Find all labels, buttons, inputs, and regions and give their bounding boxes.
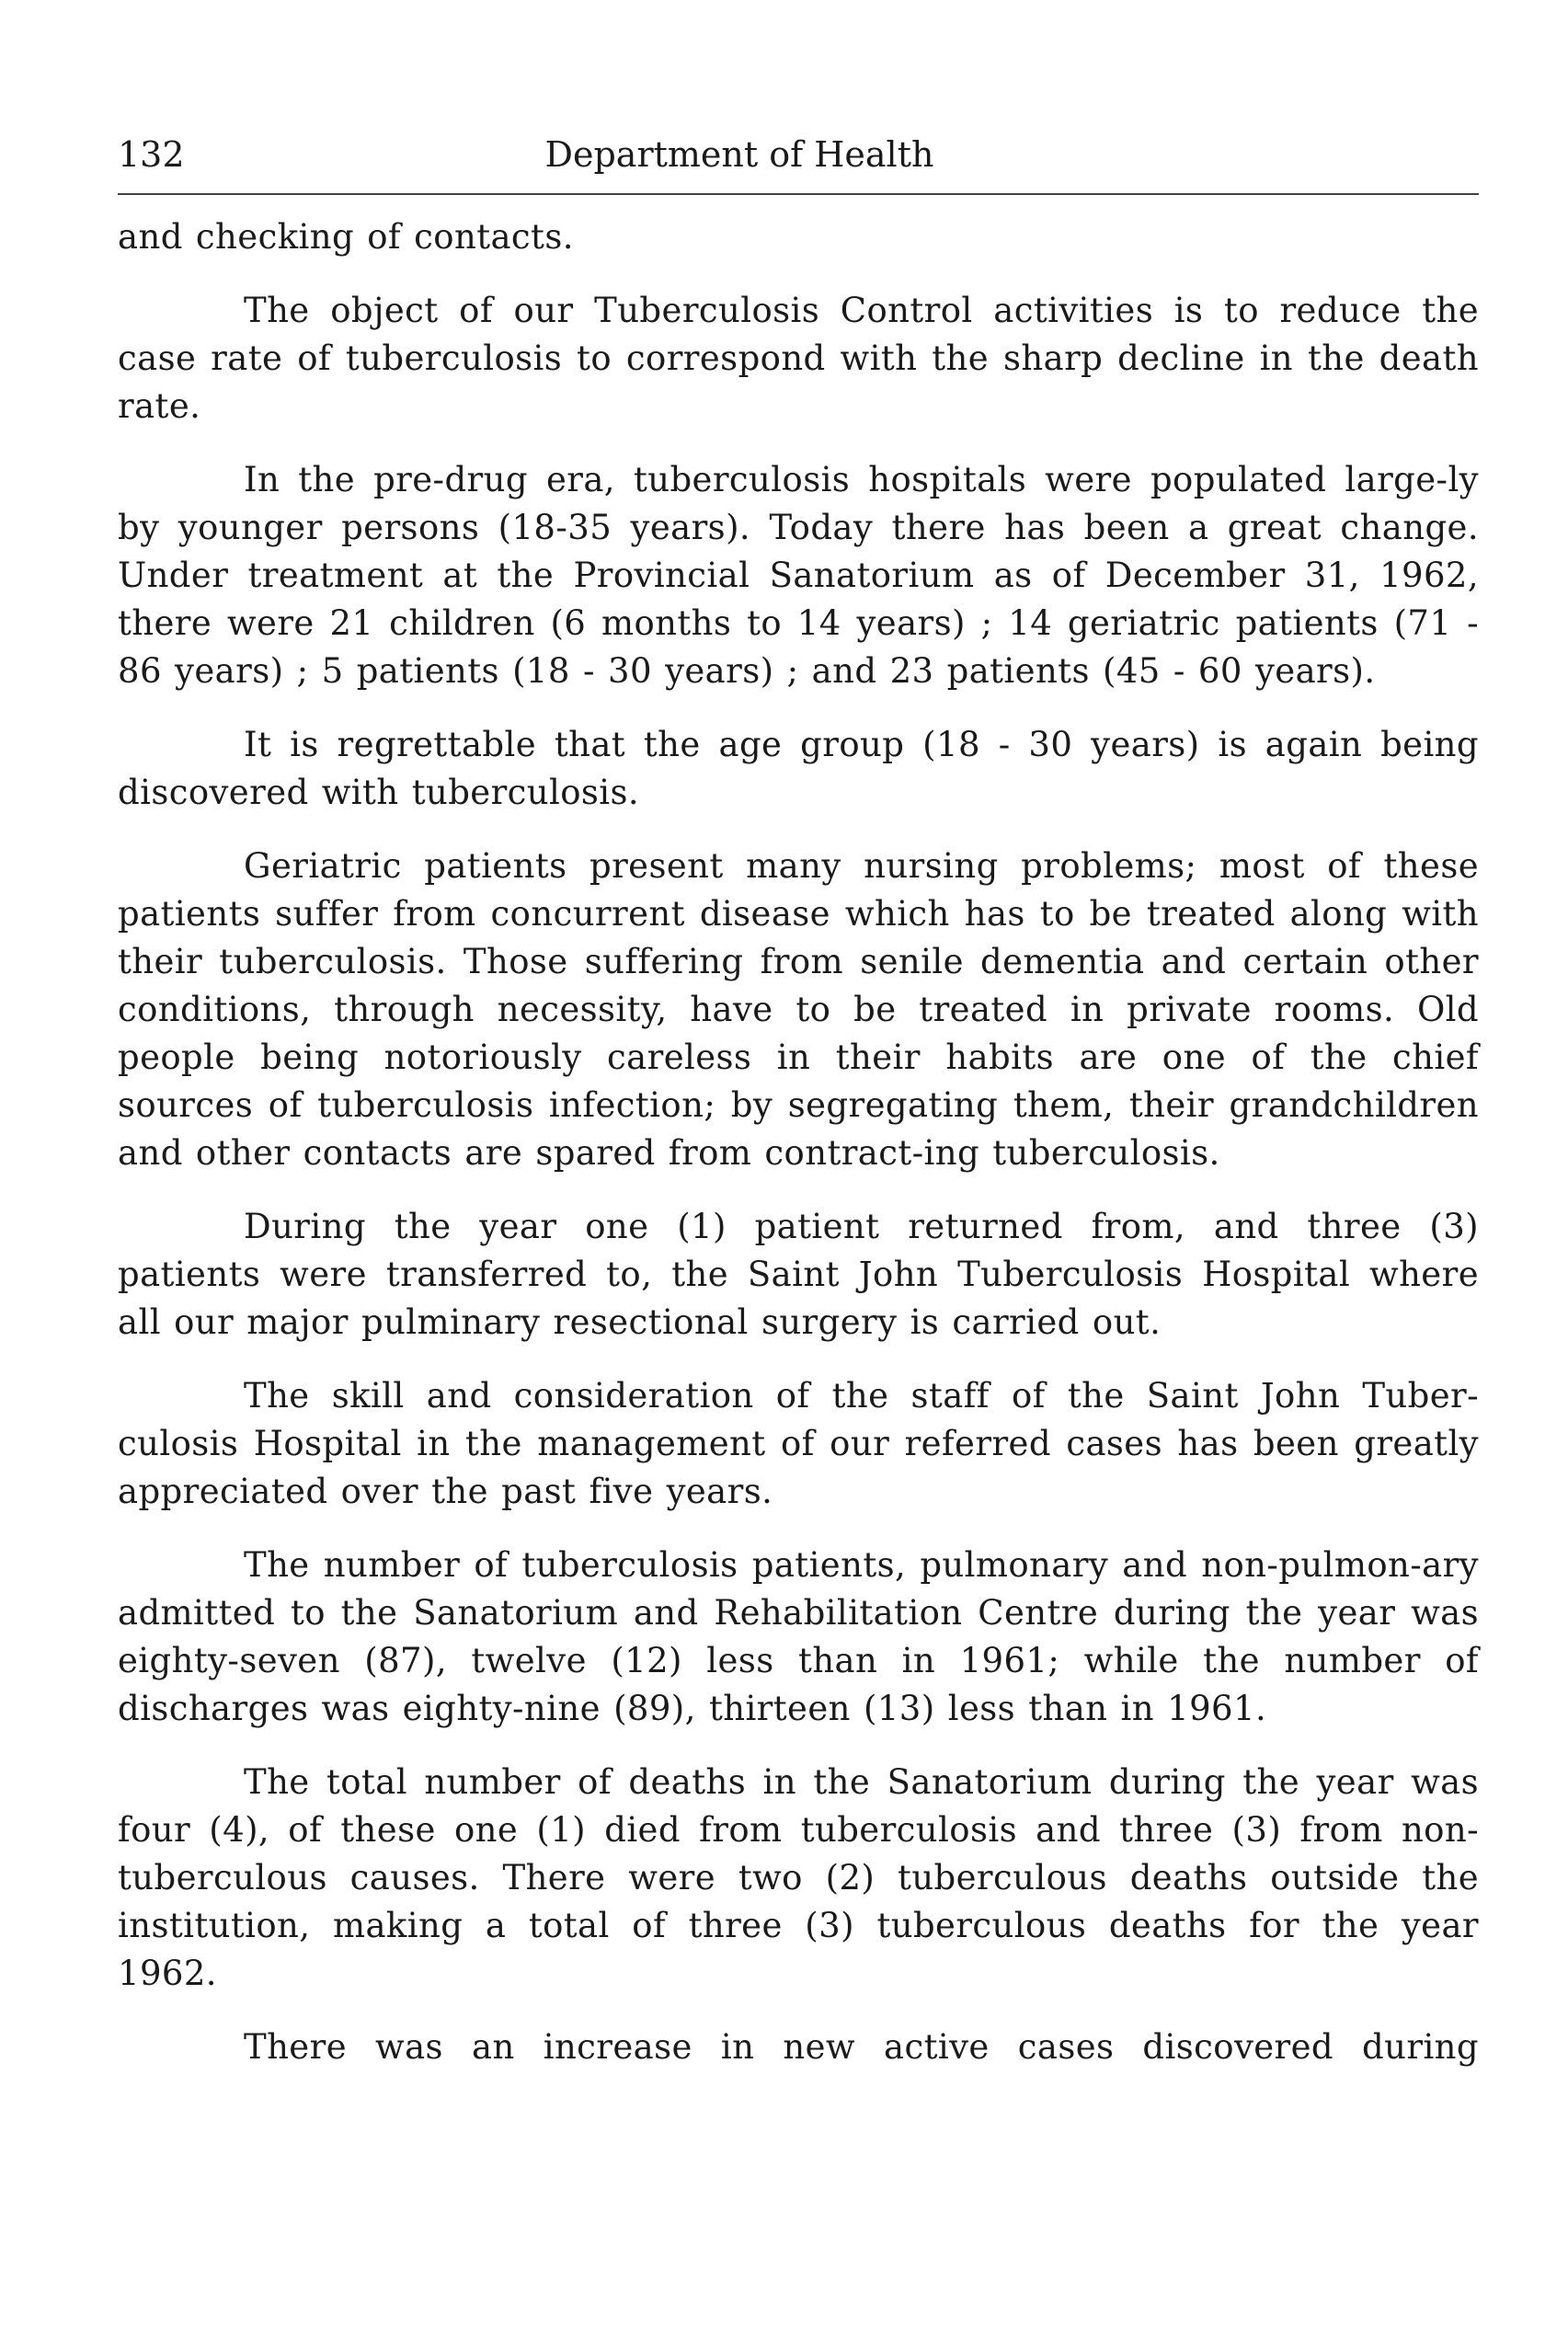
paragraph: Geriatric patients present many nursing problems; most of these patients suffer from concurrent disease which has to be treated along with their tuberculosis. Those suffering from senile dementia and certain other conditions, through necessity, have to be treated in private rooms. Old people being notoriously careless in their habits are one of the chief sources of tuberculosis infection; by segregating them, their grandchildren and other contacts are spared from contract-ing tuberculosis. [118, 846, 1479, 1173]
page-header [118, 127, 1479, 182]
paragraph: The skill and consideration of the staff of the Saint John Tuber-culosis Hospital in the management of our referred cases has been greatly appreciated over the past five years. [118, 1376, 1479, 1511]
paragraph: There was an increase in new active cases discovered during [244, 2027, 1479, 2067]
paragraph: It is regrettable that the age group (18 - 30 years) is again being discovered with tuberculosis. [118, 725, 1479, 812]
paragraph: During the year one (1) patient returned from, and three (3) patients were transferred to, the Saint John Tuberculosis Hospital where all our major pulminary resectional surgery is carried out. [118, 1207, 1479, 1342]
paragraph: and checking of contacts. [118, 217, 574, 257]
body-text [118, 213, 1479, 2097]
paragraph: The total number of deaths in the Sanatorium during the year was four (4), of these one (1) died from tuberculosis and three (3) from non-tuberculous causes. There were two (2) tuberculous deaths outside the institution, making a total of three (3) tuberculous deaths for the year 1962. [118, 1762, 1479, 1993]
paragraph: The number of tuberculosis patients, pulmonary and non-pulmon-ary admitted to the Sanatorium and Rehabilitation Centre during the year was eighty-seven (87), twelve (12) less than in 1961; while the number of discharges was eighty-nine (89), thirteen (13) less than in 1961. [118, 1545, 1479, 1728]
page-number: 132 [118, 134, 185, 175]
header-rule [118, 193, 1479, 195]
running-title: Department of Health [544, 134, 934, 175]
paragraph: The object of our Tuberculosis Control activities is to reduce the case rate of tuberculosis to correspond with the sharp decline in the death rate. [118, 291, 1479, 426]
paragraph: In the pre-drug era, tuberculosis hospitals were populated large-ly by younger persons (18-35 years). Today there has been a great change. Under treatment at the Provincial Sanatorium as of December 31, 1962, there were 21 children (6 months to 14 years) ; 14 geriatric patients (71 - 86 years) ; 5 patients (18 - 30 years) ; and 23 patients (45 - 60 years). [118, 460, 1479, 691]
